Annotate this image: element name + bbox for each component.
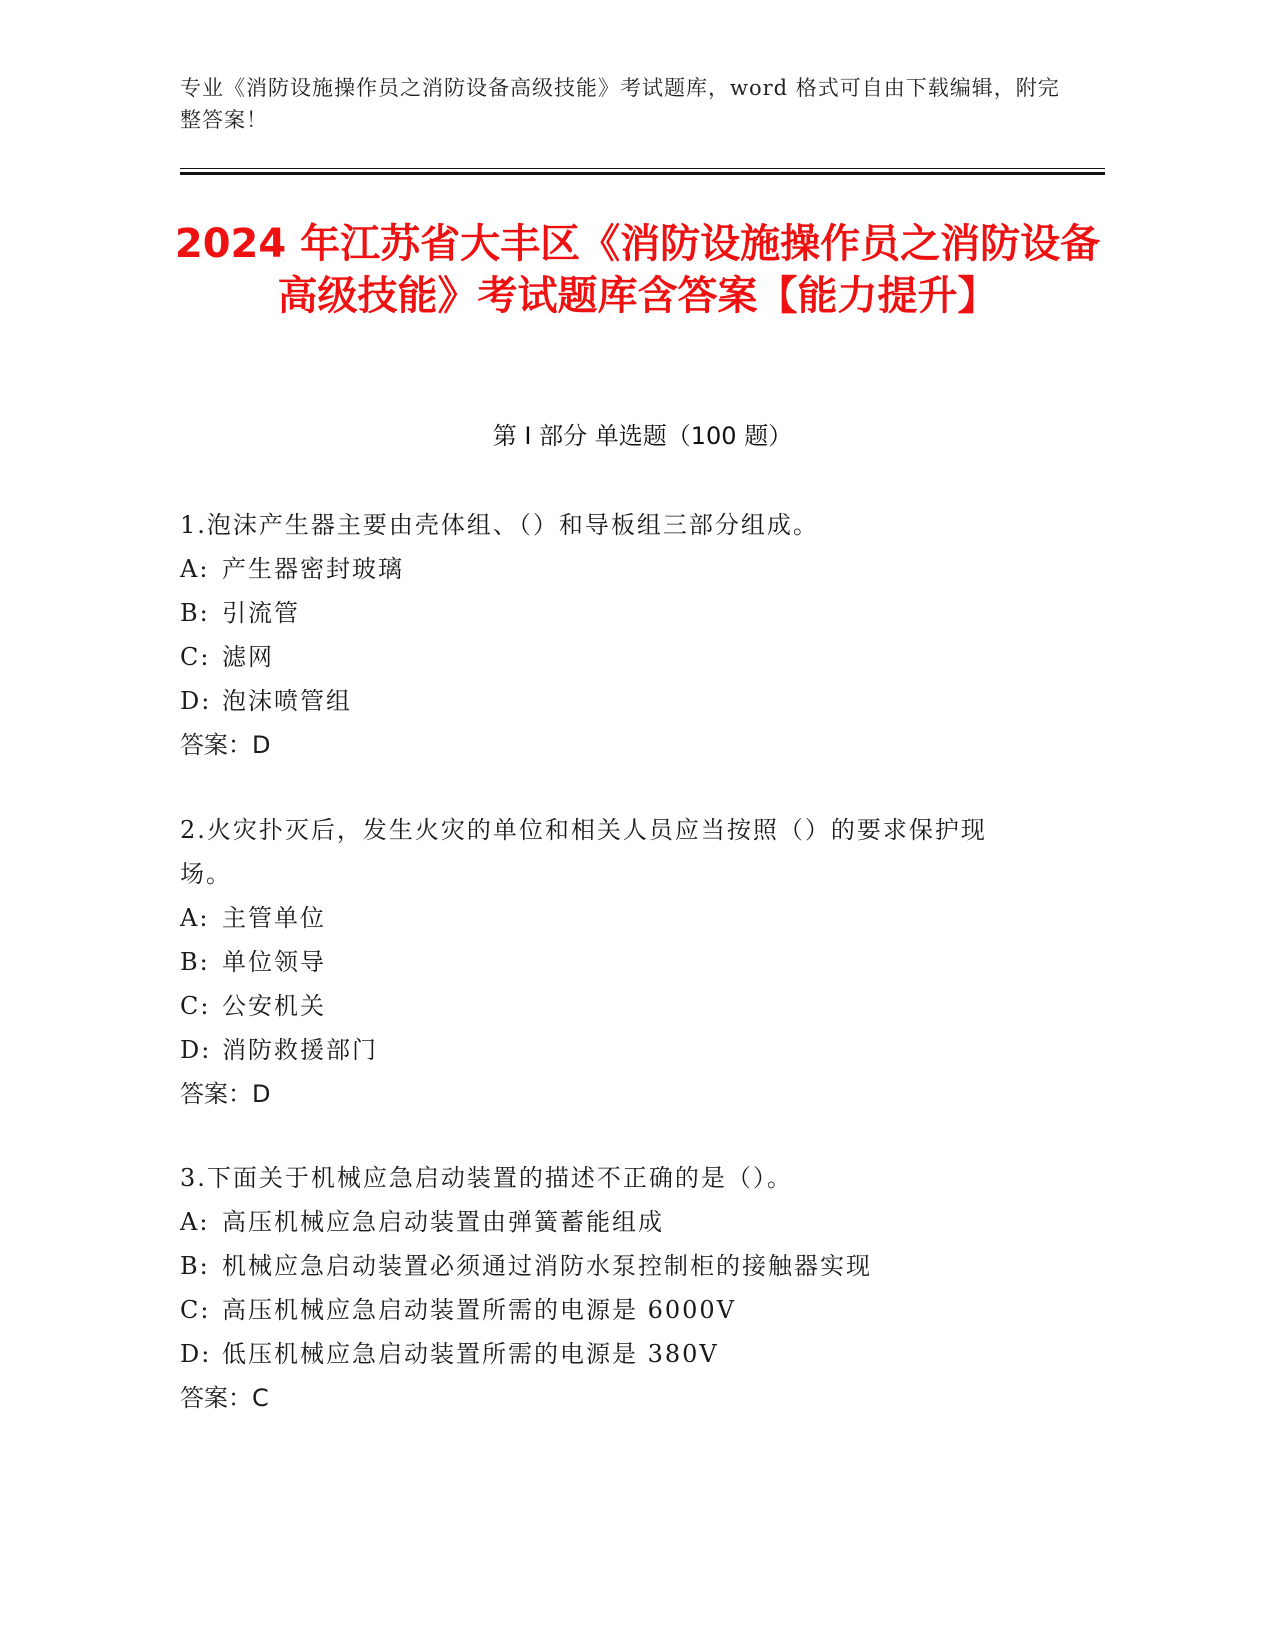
option-b (180, 1244, 1030, 1288)
header-note: 专业《消防设施操作员之消防设备高级技能》考试题库，word 格式可自由下载编辑，附完整答案！ (180, 76, 1060, 132)
option-d (180, 1028, 1030, 1072)
option-letter: A: (180, 904, 210, 932)
answer-label: 答案： (180, 1080, 252, 1108)
option-text: 滤网 (222, 643, 274, 671)
option-text: 高压机械应急启动装置所需的电源是 6000V (222, 1296, 737, 1324)
option-text: 引流管 (222, 599, 300, 627)
option-letter: B: (180, 948, 210, 976)
option-text: 低压机械应急启动装置所需的电源是 380V (222, 1340, 719, 1368)
question-2 (180, 808, 1030, 1116)
answer-value: C (252, 1384, 269, 1412)
header-divider-thick (180, 172, 1105, 175)
option-letter: B: (180, 1252, 210, 1280)
answer-line (180, 1072, 1030, 1116)
answer-value: D (252, 731, 271, 759)
document-title: 2024 年江苏省大丰区《消防设施操作员之消防设备高级技能》考试题库含答案【能力提升】 (174, 221, 1101, 319)
option-b (180, 591, 1030, 635)
option-letter: C: (180, 992, 211, 1020)
section-title: 第 I 部分 单选题（100 题） (492, 422, 793, 450)
option-letter: D: (180, 1036, 212, 1064)
option-c (180, 1288, 1030, 1332)
option-b (180, 940, 1030, 984)
option-c (180, 984, 1030, 1028)
option-text: 机械应急启动装置必须通过消防水泵控制柜的接触器实现 (222, 1252, 872, 1280)
answer-line (180, 723, 1030, 767)
option-letter: C: (180, 1296, 211, 1324)
question-1 (180, 503, 1030, 767)
option-a (180, 1200, 1030, 1244)
question-stem: 3.下面关于机械应急启动装置的描述不正确的是（）。 (180, 1164, 793, 1192)
option-text: 主管单位 (222, 904, 326, 932)
option-letter: A: (180, 1208, 210, 1236)
option-a (180, 896, 1030, 940)
question-3 (180, 1156, 1030, 1420)
answer-value: D (252, 1080, 271, 1108)
option-text: 单位领导 (222, 948, 326, 976)
option-text: 产生器密封玻璃 (222, 555, 404, 583)
answer-label: 答案： (180, 1384, 252, 1412)
option-d (180, 679, 1030, 723)
question-stem: 1.泡沫产生器主要由壳体组、（）和导板组三部分组成。 (180, 511, 819, 539)
header-divider-thin (180, 168, 1105, 169)
option-text: 消防救援部门 (222, 1036, 378, 1064)
option-letter: D: (180, 1340, 212, 1368)
option-letter: B: (180, 599, 210, 627)
option-c (180, 635, 1030, 679)
answer-label: 答案： (180, 731, 252, 759)
option-a (180, 547, 1030, 591)
option-letter: C: (180, 643, 211, 671)
option-d (180, 1332, 1030, 1376)
answer-line (180, 1376, 1030, 1420)
option-text: 高压机械应急启动装置由弹簧蓄能组成 (222, 1208, 664, 1236)
question-stem: 2.火灾扑灭后，发生火灾的单位和相关人员应当按照（）的要求保护现场。 (180, 816, 987, 888)
option-letter: D: (180, 687, 212, 715)
option-text: 泡沫喷管组 (222, 687, 352, 715)
option-letter: A: (180, 555, 210, 583)
option-text: 公安机关 (222, 992, 326, 1020)
